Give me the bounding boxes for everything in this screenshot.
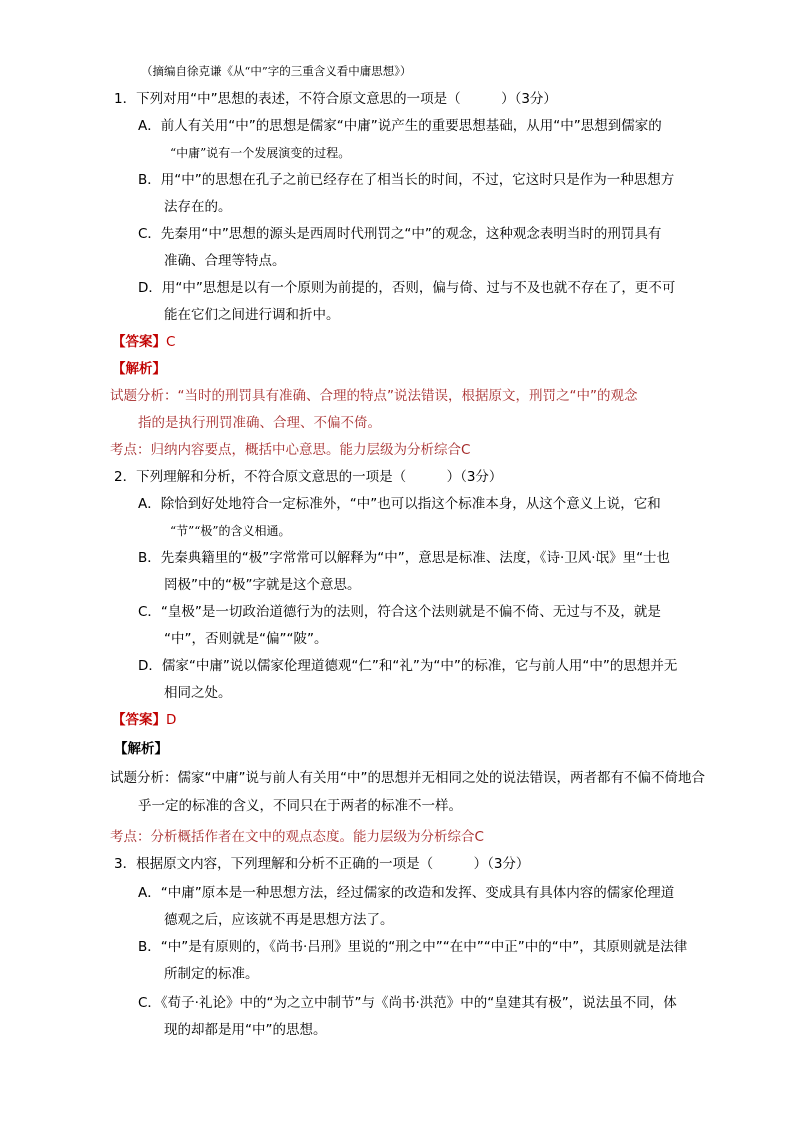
q1-answer xyxy=(112,333,175,351)
q1-analysis-line1 xyxy=(110,387,637,405)
q2-answer xyxy=(112,711,176,729)
q1-option-a-line2: “中庸”说有一个发展演变的过程。 xyxy=(170,146,351,160)
q1-option-d-line2: 能在它们之间进行调和折中。 xyxy=(164,307,340,323)
q1-option-b-line1: B．用“中”的思想在孔子之前已经存在了相当长的时间，不过，它这时只是作为一种思想方 xyxy=(138,172,675,188)
q1-analysis-label: 【解析】 xyxy=(112,361,166,377)
q1-option-b-line2: 法存在的。 xyxy=(164,199,232,215)
question-2-stem: 2．下列理解和分析，不符合原文意思的一项是（ ）（3分） xyxy=(114,469,503,485)
analysis-text: “当时的刑罚具有准确、合理的特点”说法错误，根据原文，刑罚之“中”的观念 xyxy=(177,388,638,404)
analysis-prefix: 试题分析： xyxy=(110,388,178,404)
question-1-stem: 1．下列对用“中”思想的表述，不符合原文意思的一项是（ ）（3分） xyxy=(114,91,557,107)
q1-option-a-line1: A．前人有关用“中”的思想是儒家“中庸”说产生的重要思想基础，从用“中”思想到儒家的 xyxy=(138,118,662,134)
q2-option-d-line1: D．儒家“中庸”说以儒家伦理道德观“仁”和“礼”为“中”的标准，它与前人用“中”的思想并无 xyxy=(138,658,678,674)
answer-label: 【答案】 xyxy=(112,712,166,728)
q1-option-d-line1: D．用“中”思想是以有一个原则为前提的，否则，偏与倚、过与不及也就不存在了，更不可 xyxy=(138,280,676,296)
q3-option-c-line1: C．《荀子·礼论》中的“为之立中制节”与《尚书·洪范》中的“皇建其有极”，说法虽不同，体 xyxy=(138,995,677,1011)
q1-option-c-line1: C．先秦用“中”思想的源头是西周时代刑罚之“中”的观念，这种观念表明当时的刑罚具有 xyxy=(138,226,662,242)
answer-label: 【答案】 xyxy=(112,334,166,350)
analysis-prefix: 试题分析： xyxy=(110,770,178,786)
q2-option-a-line2: “节”“极”的含义相通。 xyxy=(170,524,291,538)
q3-option-a-line1: A．“中庸”原本是一种思想方法，经过儒家的改造和发挥、变成具有具体内容的儒家伦理道 xyxy=(138,885,675,901)
source-note: （摘编自徐克谦《从“中”字的三重含义看中庸思想》） xyxy=(141,64,412,78)
q1-option-c-line2: 准确、合理等特点。 xyxy=(164,253,286,269)
q3-option-b-line2: 所制定的标准。 xyxy=(164,966,259,982)
q2-option-d-line2: 相同之处。 xyxy=(164,685,232,701)
q1-kaodian: 考点：归纳内容要点，概括中心意思。能力层级为分析综合C xyxy=(110,442,471,458)
q3-option-c-line2: 现的却都是用“中”的思想。 xyxy=(164,1022,327,1038)
q2-option-c-line2: “中”，否则就是“偏”“陂”。 xyxy=(164,631,328,647)
analysis-text: 儒家“中庸”说与前人有关用“中”的思想并无相同之处的说法错误，两者都有不偏不倚地合 xyxy=(177,770,705,786)
q2-analysis-line1 xyxy=(110,769,705,787)
answer-value: C xyxy=(166,334,176,350)
q2-option-c-line1: C．“皇极”是一切政治道德行为的法则，符合这个法则就是不偏不倚、无过与不及，就是 xyxy=(138,604,661,620)
question-3-stem: 3．根据原文内容，下列理解和分析不正确的一项是（ ）（3分） xyxy=(114,856,530,872)
q2-option-a-line1: A．除恰到好处地符合一定标准外，“中”也可以指这个标准本身，从这个意义上说，它和 xyxy=(138,496,661,512)
q2-kaodian: 考点：分析概括作者在文中的观点态度。能力层级为分析综合C xyxy=(110,829,484,845)
q2-option-b-line2: 罔极”中的“极”字就是这个意思。 xyxy=(164,577,361,593)
q2-option-b-line1: B．先秦典籍里的“极”字常常可以解释为“中”，意思是标准、法度，《诗·卫风·氓》里“士也 xyxy=(138,550,671,566)
q1-analysis-line2: 指的是执行刑罚准确、合理、不偏不倚。 xyxy=(138,415,381,431)
q2-analysis-label: 【解析】 xyxy=(114,741,168,757)
q3-option-b-line1: B．“中”是有原则的，《尚书·吕刑》里说的“刑之中”“在中”“中正”中的“中”，其原则就是法律 xyxy=(138,939,688,955)
q3-option-a-line2: 德观之后，应该就不再是思想方法了。 xyxy=(164,912,394,928)
answer-value: D xyxy=(166,712,177,728)
q2-analysis-line2: 乎一定的标准的含义，不同只在于两者的标准不一样。 xyxy=(138,798,462,814)
